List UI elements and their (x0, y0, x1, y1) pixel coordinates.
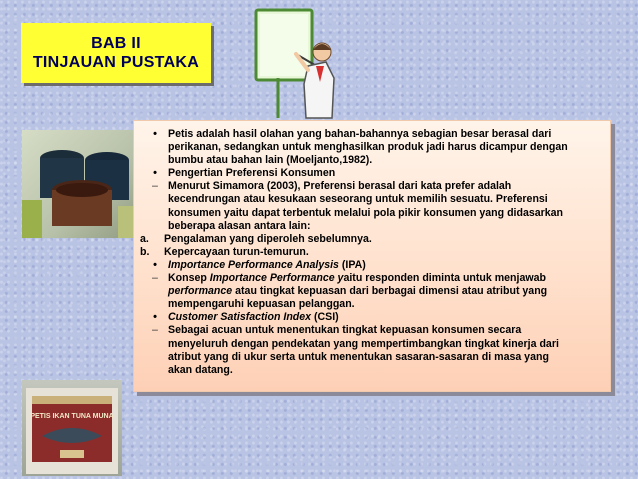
p2-line (142, 167, 598, 180)
p8-rest: (CSI) (311, 311, 339, 324)
p7-text-3: mempengaruhi kepuasan pelanggan. (168, 298, 355, 311)
bullet-marker: • (153, 128, 157, 140)
bullet-marker: • (153, 167, 157, 180)
p1-line-2 (142, 141, 598, 154)
p9-text-1: Sebagai acuan untuk menentukan tingkat kepuasan konsumen secara (168, 324, 522, 337)
p3-text-4: beberapa alasan antara lain: (168, 219, 311, 232)
dash-marker: – (152, 272, 158, 285)
p1-text-3: bumbu atau bahan lain (Moeljanto,1982). (168, 154, 373, 167)
p8-line (142, 311, 598, 324)
p1-line-3 (142, 154, 598, 167)
p5-line (142, 246, 598, 259)
p9-line-1 (142, 324, 598, 337)
p7-text-2 (168, 285, 598, 298)
p4-text: Pengalaman yang diperoleh sebelumnya. (164, 232, 372, 245)
dash-marker: – (152, 180, 158, 193)
p6-text (168, 259, 598, 272)
content-box (133, 120, 611, 392)
p3-text-1: Menurut Simamora (2003), Preferensi berasal dari kata prefer adalah (168, 180, 512, 193)
p4-line (142, 233, 598, 246)
p6-italic: Importance Performance Analysis (168, 258, 339, 271)
p1-text-1: Petis adalah hasil olahan yang bahan-bahannya sebagian besar berasal dari (168, 128, 552, 140)
p3-line-4 (142, 220, 598, 233)
p7-text-1 (168, 272, 598, 285)
title-line-2: TINJAUAN PUSTAKA (32, 54, 200, 71)
petis-jars-photo (22, 130, 138, 238)
bullet-marker: • (153, 258, 157, 271)
p9-text-4: akan datang. (168, 363, 233, 376)
p7-l2-post: atau tingkat kepuasan dari berbagai dimensi atau atribut yang (232, 285, 548, 298)
p3-line-1 (142, 180, 598, 193)
p9-text-2: menyeluruh dengan pendekatan yang mempertimbangkan tingkat kinerja dari (168, 337, 559, 350)
p7-line-2 (142, 285, 598, 298)
p5-text: Kepercayaan turun-temurun. (164, 245, 309, 258)
p9-text-3: atribut yang di ukur serta untuk menentukan sasaran-sasaran di masa yang (168, 350, 549, 363)
photo2-label: PETIS IKAN TUNA MUNA (30, 413, 114, 420)
p7-l2-italic: performance (168, 285, 233, 298)
p9-line-2 (142, 338, 598, 351)
title-line-1: BAB II (91, 35, 141, 52)
p7-line-3 (142, 298, 598, 311)
petis-tuna-jar-photo (22, 380, 122, 476)
p9-line-3 (142, 351, 598, 364)
p1-line-1 (142, 128, 598, 141)
p3-line-3 (142, 207, 598, 220)
p6-line (142, 259, 598, 272)
p7-l1-italic: Importance Performance y (209, 272, 344, 285)
teacher-pointing-clipart (252, 8, 338, 124)
p7-l1-pre: Konsep (168, 272, 210, 285)
p8-italic: Customer Satisfaction Index (168, 311, 312, 324)
p8-text (168, 311, 598, 324)
p3-text-2: kecendrungan atau kesukaan seseorang untuk memilih sesuatu. Preferensi (168, 193, 548, 206)
p7-l1-post: aitu responden diminta untuk menjawab (343, 272, 546, 285)
bullet-marker: • (153, 311, 157, 324)
dash-marker: – (152, 324, 158, 337)
title-box (21, 23, 211, 83)
p3-text-3: konsumen yaitu dapat terbentuk melalui pola pikir konsumen yang didasarkan (168, 206, 564, 219)
p3-line-2 (142, 193, 598, 206)
p9-line-4 (142, 364, 598, 377)
p1-text-2: perikanan, sedangkan untuk menghasilkan produk jadi harus dicampur dengan (168, 141, 568, 154)
list-marker-a: a. (140, 232, 149, 245)
p2-text: Pengertian Preferensi Konsumen (168, 167, 336, 180)
p7-line-1 (142, 272, 598, 285)
list-marker-b: b. (140, 245, 150, 258)
p6-rest: (IPA) (338, 258, 366, 271)
